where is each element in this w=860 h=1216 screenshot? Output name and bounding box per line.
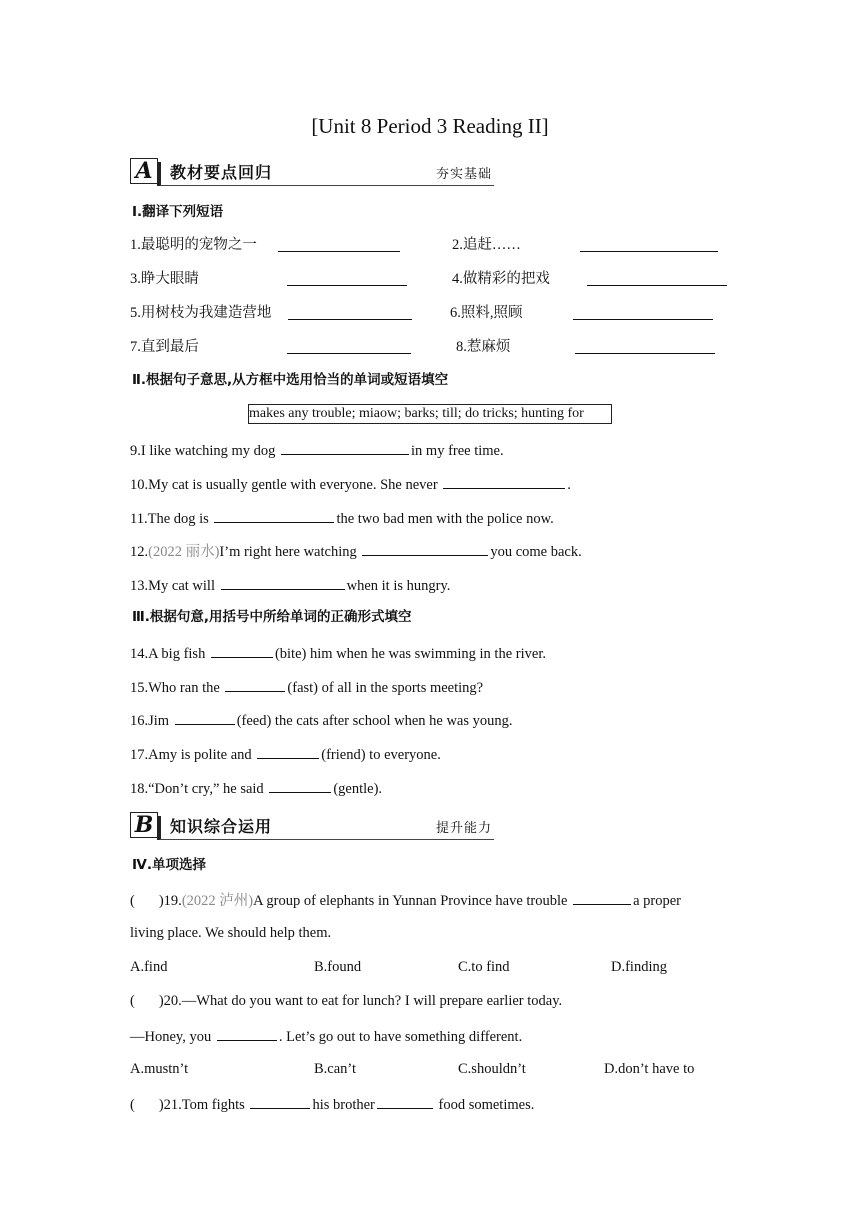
- phrase-answer-blank-2[interactable]: [580, 237, 718, 252]
- q11-blank[interactable]: [214, 508, 334, 523]
- q21-after: food sometimes.: [438, 1097, 535, 1113]
- phrase-item-1-text: 1.最聪明的宠物之一: [130, 237, 257, 253]
- phrase-answer-blank-7[interactable]: [287, 339, 411, 354]
- phrase-answer-blank-3[interactable]: [287, 271, 407, 286]
- q9-after: in my free time.: [411, 443, 504, 459]
- phrase-item-5: [130, 304, 271, 322]
- phrase-item-8-text: 8.惹麻烦: [456, 339, 511, 355]
- q12-source: (2022 丽水): [148, 544, 220, 560]
- q12-num: 12.: [130, 544, 149, 560]
- q19-option-b[interactable]: B.found: [314, 959, 362, 975]
- q16-after: (feed) the cats after school when he was young.: [236, 713, 513, 729]
- section-a-banner: [130, 156, 494, 186]
- q15-after: (fast) of all in the sports meeting?: [287, 680, 484, 696]
- q20-blank[interactable]: [217, 1026, 277, 1041]
- q21-paren: (: [130, 1097, 135, 1113]
- question-20-response: [130, 1026, 522, 1046]
- phrase-item-6: [450, 304, 523, 322]
- q13-blank[interactable]: [221, 575, 345, 590]
- q15-before: 15.Who ran the: [130, 680, 220, 696]
- q20-before: —Honey, you: [130, 1029, 212, 1045]
- question-10: [130, 474, 571, 494]
- phrase-item-2: [452, 236, 521, 254]
- q9-before: 9.I like watching my dog: [130, 443, 276, 459]
- q13-after: when it is hungry.: [346, 578, 451, 594]
- q21-before: )21.Tom fights: [158, 1097, 245, 1113]
- question-12: [130, 541, 582, 561]
- q9-blank[interactable]: [281, 440, 409, 455]
- q14-before: 14.A big fish: [130, 646, 206, 662]
- page-title: [Unit 8 Period 3 Reading II]: [311, 114, 549, 138]
- q21-blank-1[interactable]: [250, 1094, 310, 1109]
- q17-after: (friend) to everyone.: [321, 747, 441, 763]
- word-bank-box: makes any trouble; miaow; barks; till; do tricks; hunting for: [248, 404, 612, 424]
- q16-before: 16.Jim: [130, 713, 170, 729]
- phrase-item-5-text: 5.用树枝为我建造营地: [130, 305, 272, 321]
- phrase-answer-blank-4[interactable]: [587, 271, 727, 286]
- q20-option-b[interactable]: B.can’t: [314, 1061, 357, 1077]
- section-b-badge: B: [130, 812, 158, 838]
- q16-blank[interactable]: [175, 710, 235, 725]
- phrase-answer-blank-6[interactable]: [573, 305, 713, 320]
- question-18: [130, 778, 382, 798]
- q18-blank[interactable]: [269, 778, 331, 793]
- q12-before: I’m right here watching: [219, 544, 357, 560]
- phrase-item-4-text: 4.做精彩的把戏: [452, 271, 550, 287]
- q20-after: . Let’s go out to have something different.: [278, 1029, 523, 1045]
- q19-blank[interactable]: [573, 890, 631, 905]
- q19-before: A group of elephants in Yunnan Province have trouble: [253, 893, 568, 909]
- q12-after: you come back.: [490, 544, 582, 560]
- question-11: [130, 508, 554, 528]
- phrase-item-3: [130, 270, 199, 288]
- q20-option-d[interactable]: D.don’t have to: [604, 1061, 695, 1077]
- question-13: [130, 575, 450, 595]
- q21-mid: his brother: [312, 1097, 375, 1113]
- q17-blank[interactable]: [257, 744, 319, 759]
- q19-source: (2022 泸州): [181, 893, 254, 909]
- q14-blank[interactable]: [211, 643, 273, 658]
- q19-paren: (: [130, 893, 135, 909]
- phrase-item-2-text: 2.追赶……: [452, 237, 521, 253]
- section-a-rule: [160, 185, 494, 186]
- phrase-item-3-text: 3.睁大眼睛: [130, 271, 199, 287]
- q11-after: the two bad men with the police now.: [336, 511, 554, 527]
- phrase-item-4: [452, 270, 550, 288]
- section-a-name: 教材要点回归: [170, 163, 273, 182]
- question-17: [130, 744, 441, 764]
- section-b-banner: [130, 810, 494, 840]
- part2-heading: Ⅱ.根据句子意思,从方框中选用恰当的单词或短语填空: [132, 372, 449, 388]
- q19-num: )19.: [158, 893, 182, 909]
- phrase-answer-blank-5[interactable]: [288, 305, 412, 320]
- q17-before: 17.Amy is polite and: [130, 747, 252, 763]
- question-15: [130, 677, 483, 697]
- phrase-item-7-text: 7.直到最后: [130, 339, 199, 355]
- q19-after: a proper: [633, 893, 682, 909]
- phrase-answer-blank-8[interactable]: [575, 339, 715, 354]
- question-9: [130, 440, 504, 460]
- q18-before: 18.“Don’t cry,” he said: [130, 781, 264, 797]
- q20-option-c[interactable]: C.shouldn’t: [458, 1061, 526, 1077]
- phrase-item-7: [130, 338, 199, 356]
- q15-blank[interactable]: [225, 677, 285, 692]
- q20-stem: )20.—What do you want to eat for lunch? I will prepare earlier today.: [158, 993, 563, 1009]
- phrase-answer-blank-1[interactable]: [278, 237, 400, 252]
- section-b-tag: 提升能力: [435, 821, 492, 836]
- q20-paren: (: [130, 993, 135, 1009]
- section-a-badge: A: [130, 158, 158, 184]
- q10-before: 10.My cat is usually gentle with everyone. She never: [130, 477, 438, 493]
- q10-after: .: [567, 477, 571, 493]
- q20-option-a[interactable]: A.mustn’t: [130, 1061, 189, 1077]
- question-16: [130, 710, 513, 730]
- section-a-tag: 夯实基础: [435, 167, 492, 182]
- q19-option-c[interactable]: C.to find: [458, 959, 510, 975]
- q10-blank[interactable]: [443, 474, 565, 489]
- question-20: [130, 992, 562, 1010]
- phrase-item-6-text: 6.照料,照顾: [450, 305, 523, 321]
- section-b-name: 知识综合运用: [170, 817, 273, 836]
- phrase-item-1: [130, 236, 257, 254]
- q13-before: 13.My cat will: [130, 578, 215, 594]
- q21-blank-2[interactable]: [377, 1094, 433, 1109]
- q19-option-a[interactable]: A.find: [130, 959, 168, 975]
- q11-before: 11.The dog is: [130, 511, 209, 527]
- question-19: [130, 890, 681, 910]
- phrase-item-8: [456, 338, 510, 356]
- q12-blank[interactable]: [362, 541, 488, 556]
- question-21: [130, 1094, 534, 1114]
- question-14: [130, 643, 546, 663]
- q19-option-d[interactable]: D.finding: [611, 959, 667, 975]
- q19-line2: living place. We should help them.: [130, 925, 332, 941]
- q14-after: (bite) him when he was swimming in the river.: [274, 646, 546, 662]
- q18-after: (gentle).: [333, 781, 383, 797]
- part4-heading: Ⅳ.单项选择: [132, 857, 206, 873]
- part3-heading: Ⅲ.根据句意,用括号中所给单词的正确形式填空: [132, 609, 412, 625]
- part1-heading: Ⅰ.翻译下列短语: [132, 204, 224, 220]
- section-b-rule: [160, 839, 494, 840]
